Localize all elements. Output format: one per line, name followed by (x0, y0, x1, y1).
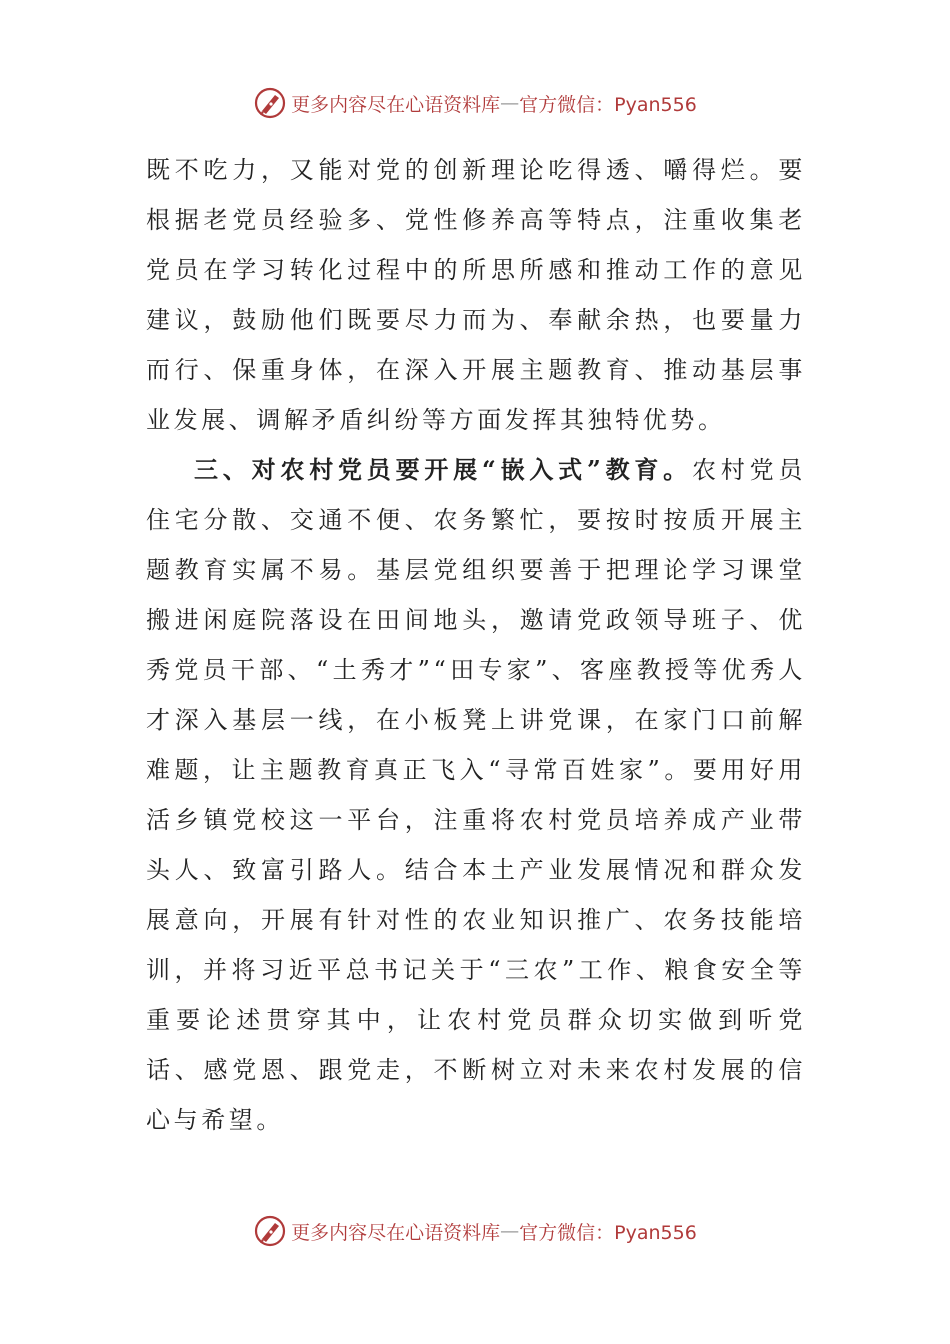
pen-nib-logo-icon (253, 1214, 287, 1248)
watermark-brand: 更多内容尽在心语资料库 (291, 93, 501, 116)
section-text: 农村党员住宅分散、交通不便、农务繁忙，要按时按质开展主题教育实属不易。基层党组织要善于把理论学习课堂搬进闲庭院落设在田间地头，邀请党政领导班子、优秀党员干部、“土秀才”“田专家”、客座教授等优秀人才深入基层一线，在小板凳上讲党课，在家门口前解难题，让主题教育真正飞入“寻常百姓家”。要用好用活乡镇党校这一平台，注重将农村党员培养成产业带头人、致富引路人。结合本土产业发展情况和群众发展意向，开展有针对性的农业知识推广、农务技能培训，并将习近平总书记关于“三农”工作、粮食安全等重要论述贯穿其中，让农村党员群众切实做到听党话、感党恩、跟党走，不断树立对未来农村发展的信心与希望。 (146, 456, 806, 1134)
section-heading: 三、对农村党员要开展“嵌入式”教育。 (194, 455, 692, 484)
paragraph-continued: 既不吃力，又能对党的创新理论吃得透、嚼得烂。要根据老党员经验多、党性修养高等特点，注重收集老党员在学习转化过程中的所思所感和推动工作的意见建议，鼓励他们既要尽力而为、奉献余热，也要量力而行、保重身体，在深入开展主题教育、推动基层事业发展、调解矛盾纠纷等方面发挥其独特优势。 (146, 156, 806, 434)
paragraph-rural-members (146, 445, 806, 1145)
watermark-brand: 更多内容尽在心语资料库 (291, 1221, 501, 1244)
document-body (146, 145, 806, 1145)
pen-nib-logo-icon (253, 86, 287, 120)
footer-watermark (0, 1211, 950, 1251)
watermark-wechat: 官方微信：Pyan556 (519, 1221, 697, 1244)
watermark-separator: — (500, 92, 520, 114)
watermark-wechat: 官方微信：Pyan556 (519, 93, 697, 116)
header-watermark (0, 83, 950, 123)
watermark-separator: — (500, 1220, 520, 1242)
